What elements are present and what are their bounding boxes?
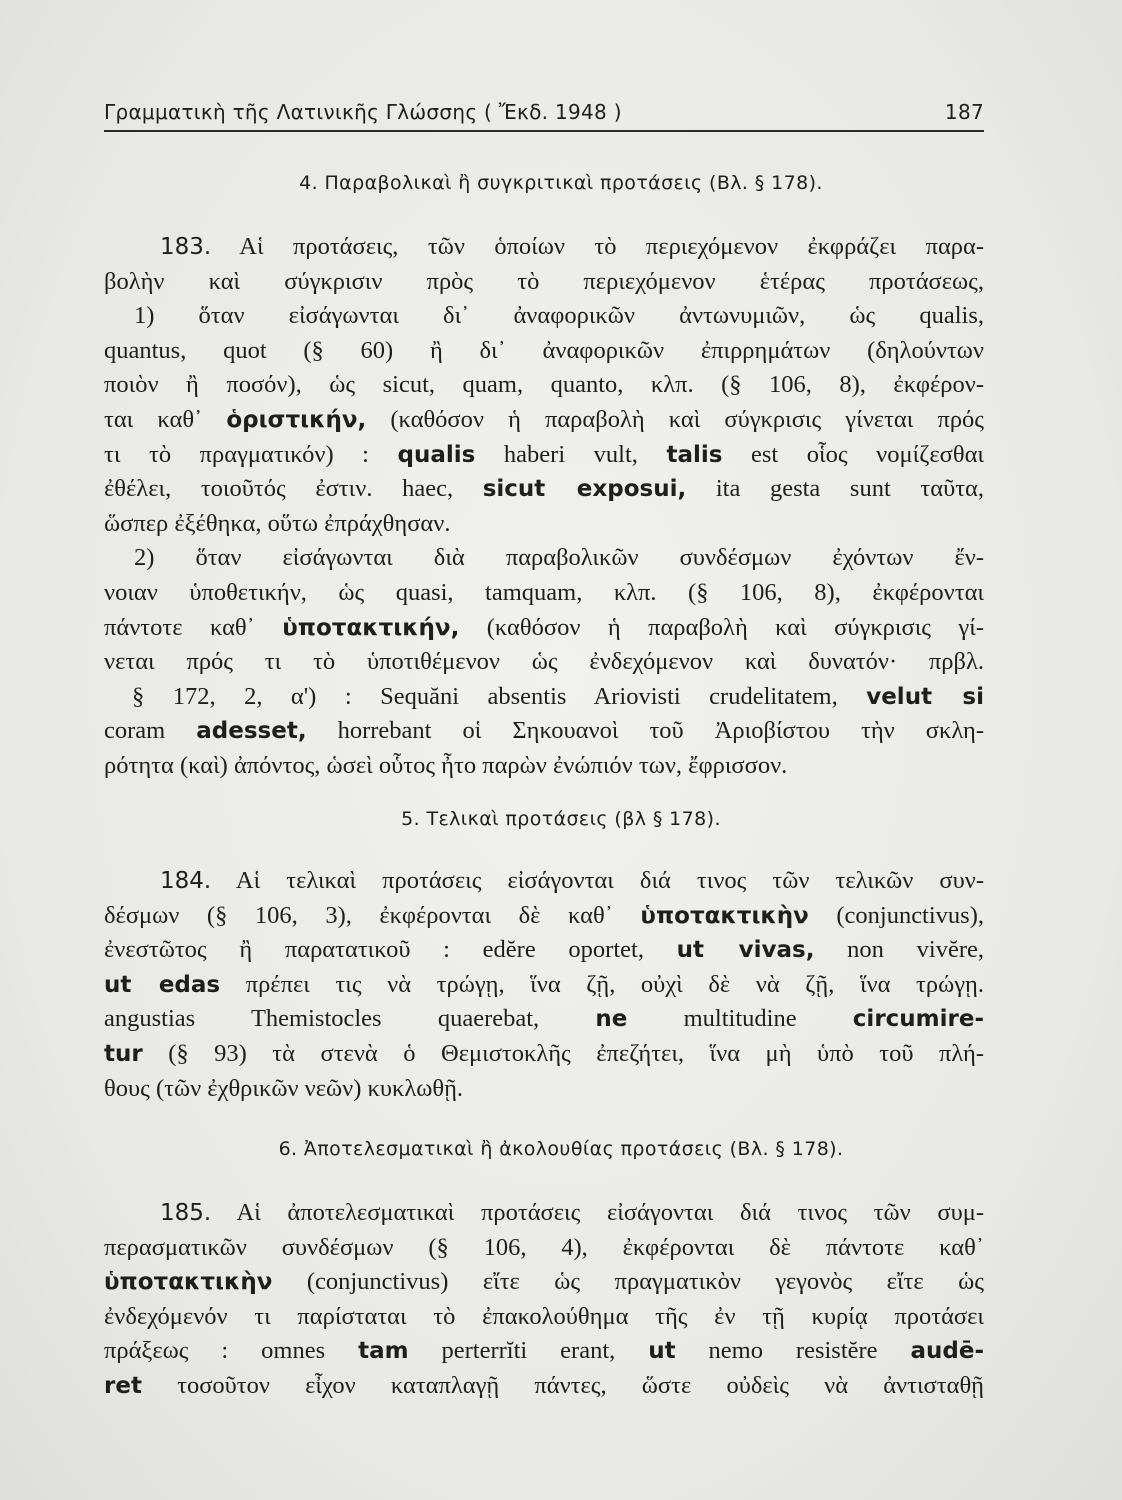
text-line: ρότητα (καὶ) ἀπόντος, ὡσεὶ οὗτος ἦτο παρὼν ἐνώπιόν των, ἔφρισσον. [104, 751, 788, 779]
paragraph-183 [104, 230, 984, 784]
text-line: 2) ὅταν εἰσάγωνται διὰ παραβολικῶν συνδέσμων ἐχόντων ἔν- [134, 544, 984, 572]
text-line: tur (§ 93) τὰ στενὰ ὁ Θεμιστοκλῆς ἐπεζήτει, ἵνα μὴ ὑπὸ τοῦ πλή- [104, 1039, 984, 1067]
text-line: πάντοτε καθ᾽ ὑποτακτικήν, (καθόσον ἡ παραβολὴ καὶ σύγκρισις γί- [104, 613, 984, 641]
text-line: θους (τῶν ἐχθρικῶν νεῶν) κυκλωθῇ. [104, 1074, 464, 1102]
text-line: ret τοσοῦτον εἶχον καταπλαγῇ πάντες, ὥστε οὐδεὶς νὰ ἀντισταθῇ [104, 1371, 984, 1399]
text-line: ἐνεστῶτος ἢ παρατατικοῦ : edĕre oportet, ut vivas, non vivĕre, [104, 936, 984, 964]
section-5-heading: 5. Τελικαὶ προτάσεις (βλ § 178). [401, 808, 721, 830]
text-line: τι τὸ πραγματικόν) : qualis haberi vult, talis est οἷος νομίζεσθαι [104, 440, 984, 468]
paragraph-185 [104, 1196, 984, 1404]
text-line: quantus, quot (§ 60) ἢ δι᾽ ἀναφορικῶν ἐπιρρημάτων (δηλούντων [104, 336, 984, 364]
text-line: 185. Αἱ ἀποτελεσματικαὶ προτάσεις εἰσάγονται διά τινος τῶν συμ- [160, 1199, 984, 1226]
header-title: Γραμματικὴ τῆς Λατινικῆς Γλώσσης ( Ἔκδ. 1948 ) [104, 100, 622, 124]
text-line: περασματικῶν συνδέσμων (§ 106, 4), ἐκφέρονται δὲ πάντοτε καθ᾽ [104, 1233, 984, 1261]
text-line: coram adesset, horrebant οἱ Σηκουανοὶ τοῦ Ἀριοβίστου τὴν σκλη- [104, 717, 984, 745]
text-line: ται καθ᾽ ὁριστικήν, (καθόσον ἡ παραβολὴ καὶ σύγκρισις γίνεται πρός [104, 405, 985, 433]
text-line: ἐθέλει, τοιοῦτός ἐστιν. haec, sicut exposui, ita gesta sunt ταῦτα, [104, 475, 985, 503]
text-line: 184. Αἱ τελικαὶ προτάσεις εἰσάγονται διά τινος τῶν τελικῶν συν- [160, 867, 984, 894]
text-line: νοιαν ὑποθετικήν, ὡς quasi, tamquam, κλπ. (§ 106, 8), ἐκφέρονται [104, 578, 984, 606]
text-line: 1) ὅταν εἰσάγωνται δι᾽ ἀναφορικῶν ἀντωνυμιῶν, ὡς qualis, [134, 302, 984, 330]
section-4-heading: 4. Παραβολικαὶ ἢ συγκριτικαὶ προτάσεις (Βλ. § 178). [299, 172, 823, 194]
running-header [104, 96, 984, 132]
text-line: ἐνδεχόμενόν τι παρίσταται τὸ ἐπακολούθημα τῆς ἐν τῇ κυρίᾳ προτάσει [104, 1302, 984, 1330]
text-line: νεται πρός τι τὸ ὑποτιθέμενον ὡς ἐνδεχόμενον καὶ δυνατόν· πρβλ. [104, 648, 984, 676]
text-line: δέσμων (§ 106, 3), ἐκφέρονται δὲ καθ᾽ ὑποτακτικὴν (conjunctivus), [104, 901, 984, 929]
text-line: βολὴν καὶ σύγκρισιν πρὸς τὸ περιεχόμενον ἑτέρας προτάσεως, [104, 267, 984, 295]
text-line: πράξεως : omnes tam perterrĭti erant, ut nemo resistĕre audē- [104, 1337, 985, 1365]
paragraph-184 [104, 864, 984, 1106]
text-line: ὥσπερ ἐξέθηκα, οὕτω ἐπράχθησαν. [104, 509, 451, 537]
page-number: 187 [944, 100, 984, 124]
section-6-heading: 6. Ἀποτελεσματικαὶ ἢ ἀκολουθίας προτάσεις (Βλ. § 178). [278, 1138, 844, 1160]
text-line: 183. Αἱ προτάσεις, τῶν ὁποίων τὸ περιεχόμενον ἐκφράζει παρα- [160, 233, 984, 260]
text-line: angustias Themistocles quaerebat, ne multitudine circumire- [104, 1005, 985, 1033]
text-line: ὑποτακτικὴν (conjunctivus) εἴτε ὡς πραγματικὸν γεγονὸς εἴτε ὡς [104, 1268, 984, 1296]
text-line: ποιὸν ἢ ποσόν), ὡς sicut, quam, quanto, κλπ. (§ 106, 8), ἐκφέρον- [104, 371, 984, 399]
text-line: § 172, 2, α') : Sequăni absentis Ariovisti crudelitatem, velut si [132, 682, 984, 710]
text-line: ut edas πρέπει τις νὰ τρώγῃ, ἵνα ζῇ, οὐχὶ δὲ νὰ ζῇ, ἵνα τρώγῃ. [104, 970, 984, 998]
